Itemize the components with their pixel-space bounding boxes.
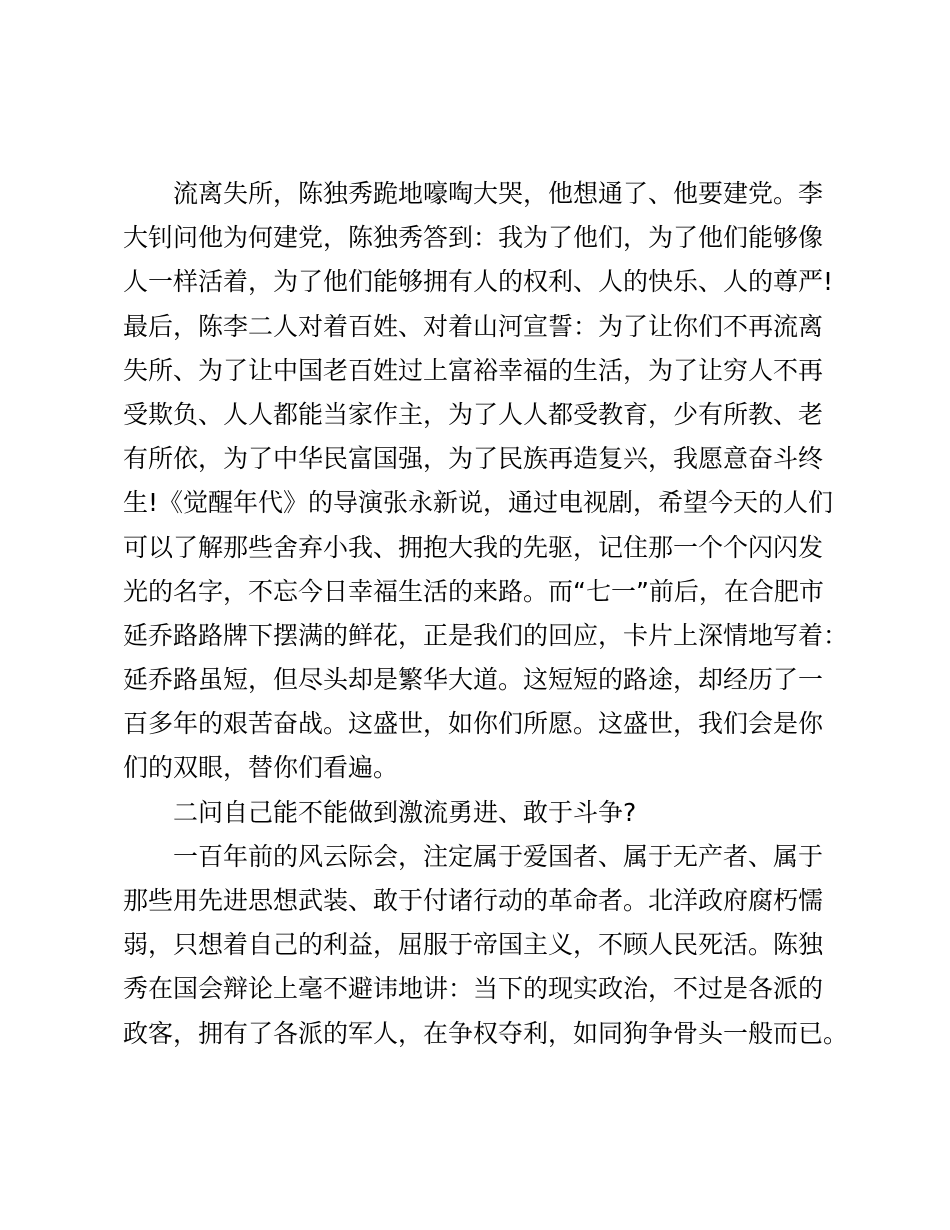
text-line: 那些用先进思想武装、敢于付诸行动的革命者。北洋政府腐朽懦 [123, 886, 824, 915]
text-line: 失所、为了让中国老百姓过上富裕幸福的生活，为了让穷人不再 [123, 355, 824, 385]
text-line: 大钊问他为何建党，陈独秀答到：我为了他们，为了他们能够像 [123, 223, 824, 253]
text-line: 光的名字，不忘今日幸福生活的来路。而“七一”前后，在合肥市 [123, 576, 824, 606]
text-line: 有所依，为了中华民富国强，为了民族再造复兴，我愿意奋斗终 [123, 444, 824, 474]
text-line: 人一样活着，为了他们能够拥有人的权利、人的快乐、人的尊严! [123, 267, 834, 297]
text-line: 延乔路路牌下摆满的鲜花，正是我们的回应，卡片上深情地写着： [123, 620, 849, 650]
text-line: 流离失所，陈独秀跪地嚎啕大哭，他想通了、他要建党。李 [173, 179, 824, 208]
text-line: 二问自己能不能做到激流勇进、敢于斗争? [173, 797, 637, 827]
text-line: 受欺负、人人都能当家作主，为了人人都受教育，少有所教、老 [123, 399, 824, 429]
text-line: 秀在国会辩论上毫不避讳地讲：当下的现实政治，不过是各派的 [123, 974, 824, 1004]
text-line: 弱，只想着自己的利益，屈服于帝国主义，不顾人民死活。陈独 [123, 930, 824, 960]
text-line: 百多年的艰苦奋战。这盛世，如你们所愿。这盛世，我们会是你 [123, 709, 824, 739]
text-line: 生!《觉醒年代》的导演张永新说，通过电视剧，希望今天的人们 [123, 488, 834, 518]
text-line: 最后，陈李二人对着百姓、对着山河宣誓：为了让你们不再流离 [123, 311, 824, 341]
text-line: 政客，拥有了各派的军人，在争权夺利，如同狗争骨头一般而已。 [123, 1018, 849, 1048]
text-line: 一百年前的风云际会，注定属于爱国者、属于无产者、属于 [173, 841, 824, 871]
text-line: 们的双眼，替你们看遍。 [123, 753, 399, 783]
body-text [123, 172, 849, 1056]
text-line: 延乔路虽短，但尽头却是繁华大道。这短短的路途，却经历了一 [123, 665, 824, 695]
text-line: 可以了解那些舍弃小我、拥抱大我的先驱，记住那一个个闪闪发 [123, 532, 824, 562]
